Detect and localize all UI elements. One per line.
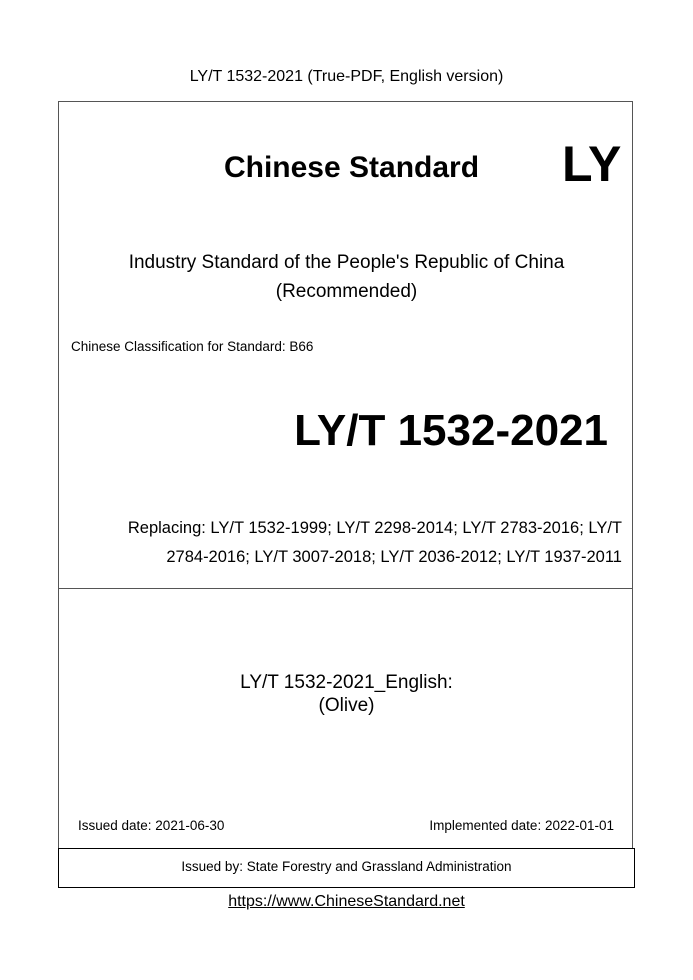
- english-title-line-1: LY/T 1532-2021_English:: [240, 672, 453, 693]
- website-link[interactable]: https://www.ChineseStandard.net: [228, 893, 465, 910]
- industry-standard-label: [0, 248, 693, 306]
- issuing-authority: Issued by: State Forestry and Grassland Administration: [181, 859, 512, 874]
- implemented-date: Implemented date: 2022-01-01: [429, 818, 614, 833]
- replacing-line-2: 2784-2016; LY/T 3007-2018; LY/T 2036-2012; LY/T 1937-2011: [166, 548, 622, 566]
- cover-middle-panel: [58, 588, 633, 849]
- document-header: LY/T 1532-2021 (True-PDF, English version): [189, 68, 504, 85]
- standard-mark: LY: [562, 136, 622, 192]
- industry-line-2: (Recommended): [275, 281, 418, 302]
- replacing-line-1: Replacing: LY/T 1532-1999; LY/T 2298-2014; LY/T 2783-2016; LY/T: [127, 519, 622, 537]
- english-version-title: [0, 671, 693, 717]
- standard-number: LY/T 1532-2021: [294, 406, 608, 455]
- classification-label: Chinese Classification for Standard: B66: [71, 339, 314, 354]
- issued-date: Issued date: 2021-06-30: [78, 818, 225, 833]
- cover-title: Chinese Standard: [223, 151, 480, 184]
- replacing-standards: [102, 514, 622, 572]
- english-title-line-2: (Olive): [318, 695, 375, 716]
- industry-line-1: Industry Standard of the People's Republic of China: [128, 252, 565, 273]
